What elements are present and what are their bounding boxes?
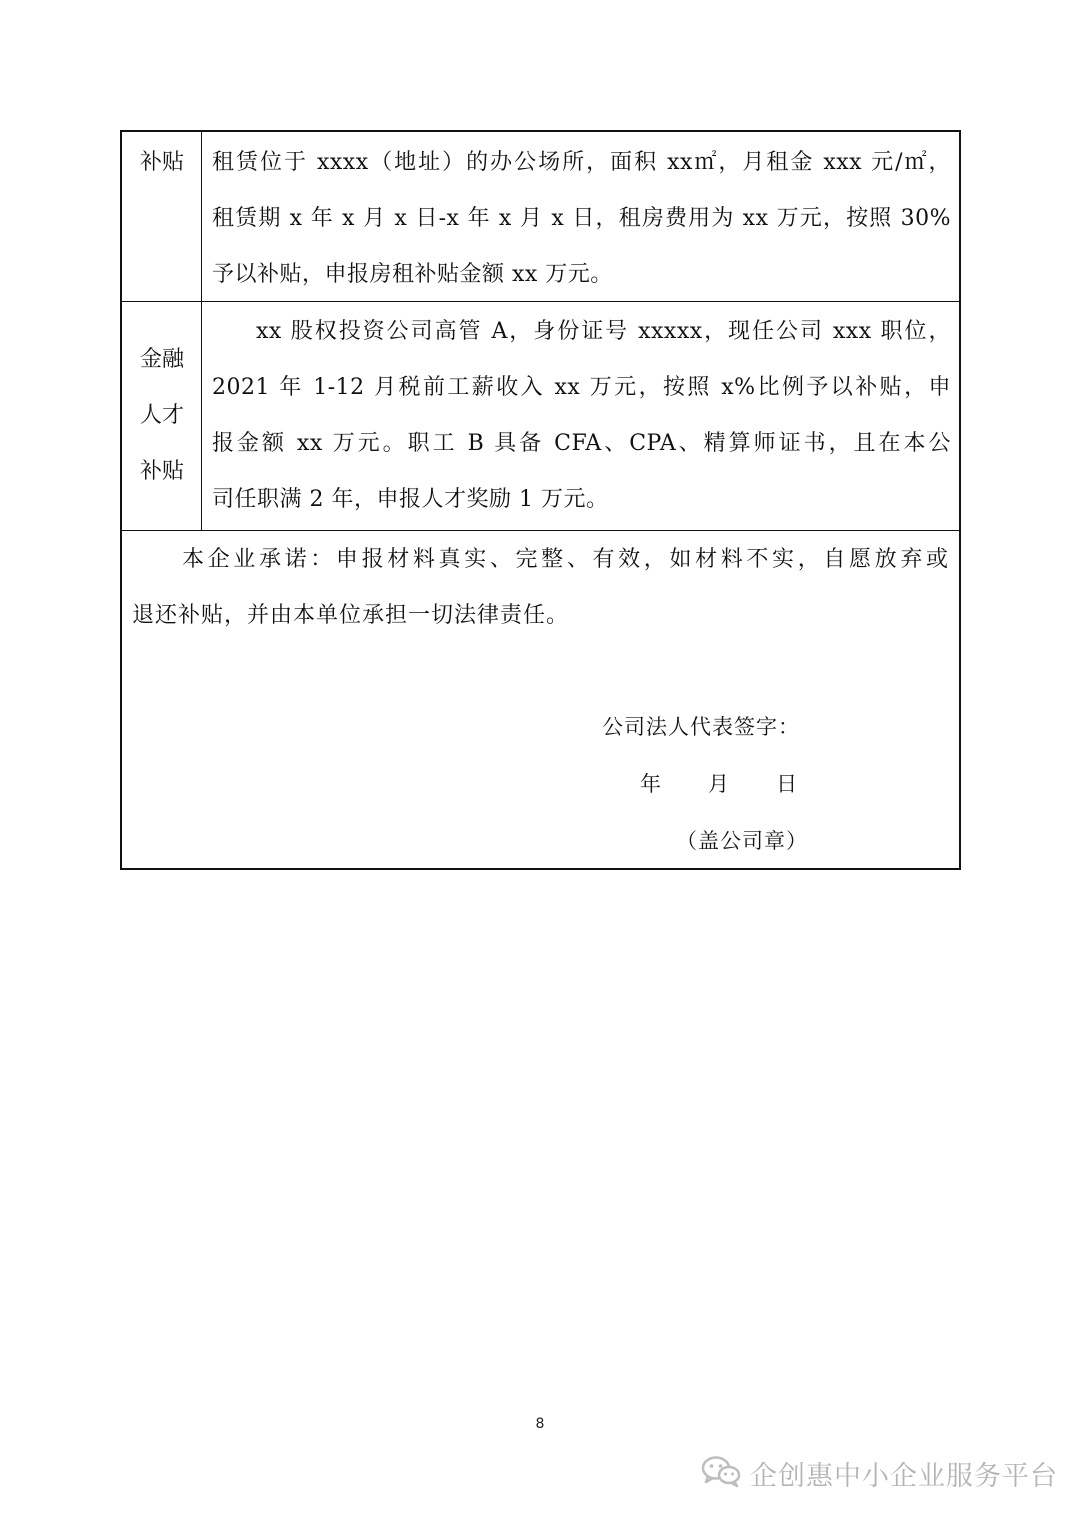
pledge-line: 退还补贴，并由本单位承担一切法律责任。 bbox=[132, 603, 570, 628]
talent-subsidy-label: 人才 bbox=[139, 403, 184, 428]
talent-subsidy-content bbox=[202, 302, 959, 530]
talent-subsidy-line: 2021 年 1-12 月税前工薪收入 xx 万元，按照 x%比例予以补贴，申 bbox=[212, 375, 951, 400]
wechat-icon bbox=[700, 1454, 742, 1492]
talent-subsidy-row bbox=[122, 302, 959, 531]
talent-subsidy-label-cell bbox=[122, 302, 202, 530]
rent-subsidy-label-cell bbox=[122, 132, 202, 301]
rent-subsidy-line: 租赁期 x 年 x 月 x 日-x 年 x 月 x 日，租房费用为 xx 万元，按照 30% bbox=[212, 206, 951, 231]
talent-subsidy-line: 司任职满 2 年，申报人才奖励 1 万元。 bbox=[212, 487, 609, 512]
rent-subsidy-line: 予以补贴，申报房租补贴金额 xx 万元。 bbox=[212, 262, 613, 287]
date-label: 年 月 日 bbox=[640, 772, 799, 796]
rent-subsidy-line: 租赁位于 xxxx（地址）的办公场所，面积 xx㎡，月租金 xxx 元/㎡， bbox=[212, 150, 951, 175]
page-number: 8 bbox=[535, 1416, 545, 1432]
watermark bbox=[700, 1453, 1058, 1493]
talent-subsidy-line: xx 股权投资公司高管 A，身份证号 xxxxx，现任公司 xxx 职位， bbox=[256, 319, 951, 344]
rent-subsidy-row bbox=[122, 132, 959, 302]
watermark-text: 企创惠中小企业服务平台 bbox=[750, 1460, 1058, 1492]
rent-subsidy-content bbox=[202, 132, 959, 301]
pledge-row bbox=[122, 531, 959, 868]
signature-label: 公司法人代表签字： bbox=[602, 715, 800, 739]
talent-subsidy-line: 报金额 xx 万元。职工 B 具备 CFA、CPA、精算师证书，且在本公 bbox=[212, 431, 951, 456]
seal-label: （盖公司章） bbox=[676, 829, 808, 853]
application-table bbox=[120, 130, 961, 870]
talent-subsidy-label: 金融 bbox=[139, 347, 184, 372]
pledge-line: 本企业承诺：申报材料真实、完整、有效，如材料不实，自愿放弃或 bbox=[182, 547, 949, 572]
rent-subsidy-label: 补贴 bbox=[139, 150, 184, 175]
talent-subsidy-label: 补贴 bbox=[139, 459, 184, 484]
